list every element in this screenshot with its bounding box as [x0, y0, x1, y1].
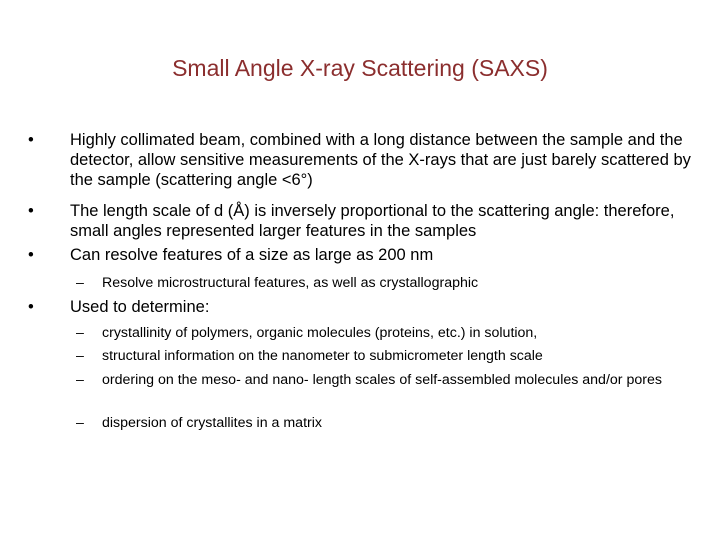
bullet-item-collimated-beam — [28, 130, 696, 190]
bullet-text: Can resolve features of a size as large as 200 nm — [70, 246, 434, 264]
bullet-symbol: • — [28, 202, 34, 220]
dash-symbol: – — [76, 325, 84, 341]
sub-bullet-text: dispersion of crystallites in a matrix — [102, 415, 322, 431]
sub-bullet-item-dispersion — [76, 414, 682, 432]
bullet-item-length-scale — [28, 201, 696, 241]
sub-bullet-text: ordering on the meso- and nano- length scales of self-assembled molecules and/or pores — [102, 372, 662, 388]
dash-symbol: – — [76, 275, 84, 291]
bullet-item-resolve-size — [28, 245, 696, 265]
bullet-text: Highly collimated beam, combined with a long distance between the sample and the detector, allow sensitive measurements of the X-rays that are just barely scattered by the sample (scattering angle <6°) — [70, 131, 691, 189]
dash-symbol: – — [76, 372, 84, 388]
dash-symbol: – — [76, 348, 84, 364]
bullet-text: The length scale of d (Å) is inversely proportional to the scattering angle: therefore, small angles represented larger features in the samples — [70, 202, 675, 240]
bullet-symbol: • — [28, 131, 34, 149]
bullet-item-used-to-determine — [28, 297, 696, 317]
slide-title: Small Angle X-ray Scattering (SAXS) — [172, 55, 548, 81]
bullet-symbol: • — [28, 298, 34, 316]
bullet-symbol: • — [28, 246, 34, 264]
sub-bullet-text: structural information on the nanometer to submicrometer length scale — [102, 348, 543, 364]
sub-bullet-text: crystallinity of polymers, organic molecules (proteins, etc.) in solution, — [102, 325, 538, 341]
bullet-text: Used to determine: — [70, 298, 210, 316]
sub-bullet-item-microstructural — [76, 274, 682, 292]
sub-bullet-item-crystallinity — [76, 324, 682, 342]
dash-symbol: – — [76, 415, 84, 431]
sub-bullet-item-structural-info — [76, 347, 682, 365]
sub-bullet-text: Resolve microstructural features, as well as crystallographic — [102, 275, 479, 291]
sub-bullet-item-ordering — [76, 371, 682, 389]
